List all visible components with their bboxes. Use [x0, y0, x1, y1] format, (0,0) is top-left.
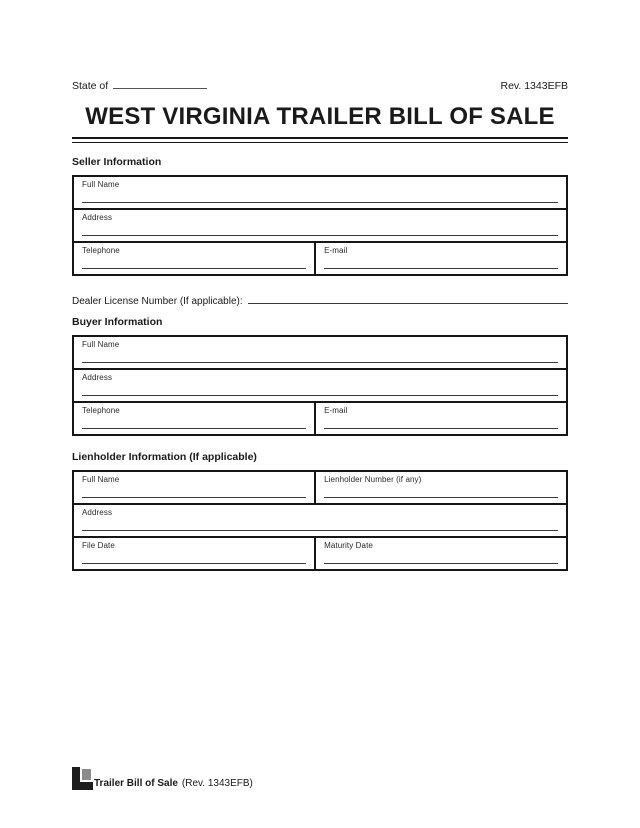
lienholder-file-date-cell [74, 538, 314, 569]
seller-telephone-label: Telephone [82, 245, 120, 255]
lienholder-address-cell [74, 505, 566, 536]
state-of-label: State of [72, 80, 109, 92]
buyer-section-heading: Buyer Information [72, 315, 163, 328]
lienholder-maturity-date-label: Maturity Date [324, 540, 373, 550]
buyer-address-row [74, 370, 566, 403]
seller-address-row [74, 210, 566, 243]
revision-label: Rev. 1343EFB [500, 80, 568, 92]
lienholder-full-name-line[interactable] [82, 497, 306, 498]
lienholder-name-number-row [74, 472, 566, 505]
lienholder-maturity-date-line[interactable] [324, 563, 558, 564]
lienholder-address-row [74, 505, 566, 538]
lienholder-number-line[interactable] [324, 497, 558, 498]
buyer-email-cell [314, 403, 566, 434]
buyer-address-cell [74, 370, 566, 401]
seller-address-cell [74, 210, 566, 241]
state-of-field [72, 77, 207, 92]
seller-full-name-line[interactable] [82, 202, 558, 203]
state-of-line[interactable] [113, 77, 207, 89]
buyer-telephone-cell [74, 403, 314, 434]
buyer-telephone-label: Telephone [82, 405, 120, 415]
buyer-full-name-label: Full Name [82, 339, 120, 349]
document-footer [72, 767, 253, 790]
lienholder-file-date-line[interactable] [82, 563, 306, 564]
buyer-contact-row [74, 403, 566, 434]
lienholder-section-heading: Lienholder Information (If applicable) [72, 450, 257, 463]
seller-full-name-label: Full Name [82, 179, 120, 189]
seller-section-heading: Seller Information [72, 155, 162, 168]
lienholder-full-name-label: Full Name [82, 474, 120, 484]
seller-telephone-cell [74, 243, 314, 274]
dealer-license-field [72, 292, 568, 307]
lienholder-form-box [72, 470, 568, 571]
buyer-address-line[interactable] [82, 395, 558, 396]
lienholder-maturity-date-cell [314, 538, 566, 569]
seller-address-label: Address [82, 212, 113, 222]
buyer-telephone-line[interactable] [82, 428, 306, 429]
lienholder-number-cell [314, 472, 566, 503]
logo-gray-square [82, 769, 91, 780]
legal-templates-logo-icon [72, 767, 93, 790]
footer-document-name: Trailer Bill of Sale [94, 778, 178, 789]
lienholder-full-name-cell [74, 472, 314, 503]
buyer-full-name-row [74, 337, 566, 370]
logo-horizontal-bar [72, 782, 93, 790]
lienholder-address-line[interactable] [82, 530, 558, 531]
seller-address-line[interactable] [82, 235, 558, 236]
lienholder-dates-row [74, 538, 566, 569]
seller-full-name-cell [74, 177, 566, 208]
buyer-full-name-line[interactable] [82, 362, 558, 363]
lienholder-address-label: Address [82, 507, 113, 517]
footer-revision: (Rev. 1343EFB) [181, 778, 253, 789]
lienholder-number-label: Lienholder Number (if any) [324, 474, 422, 484]
seller-telephone-line[interactable] [82, 268, 306, 269]
seller-email-label: E-mail [324, 245, 348, 255]
dealer-license-line[interactable] [248, 292, 568, 304]
buyer-form-box [72, 335, 568, 436]
buyer-email-label: E-mail [324, 405, 348, 415]
dealer-license-label: Dealer License Number (If applicable): [72, 295, 243, 307]
seller-full-name-row [74, 177, 566, 210]
buyer-full-name-cell [74, 337, 566, 368]
seller-email-cell [314, 243, 566, 274]
title-divider [72, 137, 568, 143]
page-title: WEST VIRGINIA TRAILER BILL OF SALE [85, 103, 555, 130]
seller-contact-row [74, 243, 566, 274]
seller-form-box [72, 175, 568, 276]
seller-email-line[interactable] [324, 268, 558, 269]
document-header [72, 0, 568, 92]
lienholder-file-date-label: File Date [82, 540, 115, 550]
buyer-email-line[interactable] [324, 428, 558, 429]
buyer-address-label: Address [82, 372, 113, 382]
